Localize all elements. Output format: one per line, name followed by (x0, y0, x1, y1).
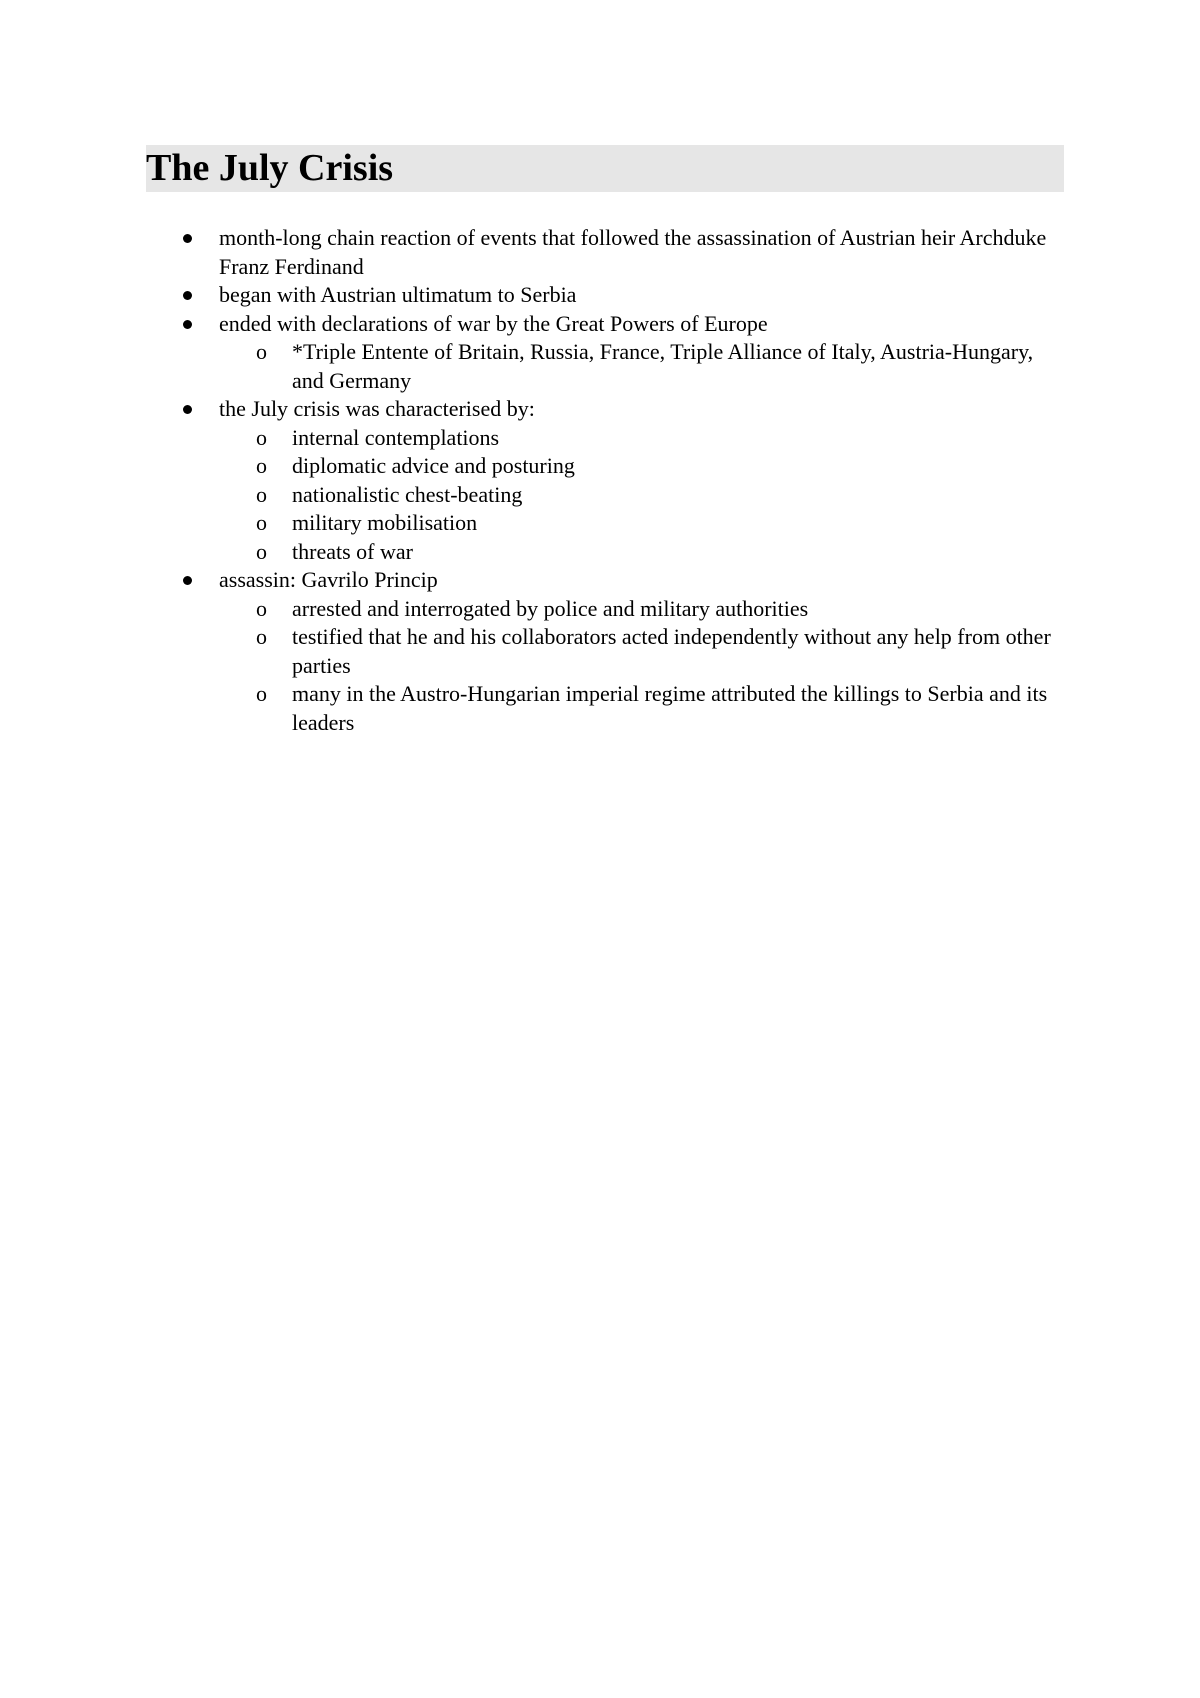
bullet-icon (183, 320, 192, 329)
bullet-icon (183, 405, 192, 414)
sub-list-item-text: arrested and interrogated by police and military authorities (292, 595, 809, 621)
sub-list-item-text: many in the Austro-Hungarian imperial regime attributed the killings to Serbia and its leaders (292, 681, 1048, 735)
list-item-text: month-long chain reaction of events that followed the assassination of Austrian heir Archduke Franz Ferdinand (219, 225, 1047, 279)
sub-bullet-icon: o (256, 424, 267, 450)
sub-bullet-icon: o (256, 681, 267, 706)
sub-bullet-icon: o (256, 538, 267, 564)
sub-list-item (0, 623, 1062, 680)
list-item-text: assassin: Gavrilo Princip (219, 567, 438, 592)
list-item (0, 566, 1057, 595)
sub-list-item-text: internal contemplations (292, 424, 500, 450)
bullet-icon (183, 234, 192, 243)
sub-list-item-text: military mobilisation (292, 510, 478, 535)
document-title: The July Crisis (146, 147, 394, 189)
list-item (0, 281, 1057, 310)
sub-bullet-icon: o (256, 481, 267, 507)
list-item-text: ended with declarations of war by the Great Powers of Europe (219, 310, 768, 336)
bullet-list (0, 224, 1200, 737)
sub-list-item (0, 538, 1062, 567)
sub-list-item (0, 680, 1062, 737)
sub-bullet-icon: o (256, 624, 267, 649)
list-item (0, 395, 1057, 424)
sub-list-item (0, 452, 1062, 481)
sub-list-item-text: nationalistic chest-beating (292, 481, 523, 507)
sub-list-item (0, 509, 1062, 538)
bullet-icon (183, 291, 192, 300)
sub-list-item (0, 595, 1062, 624)
sub-list-item-text: diplomatic advice and posturing (292, 453, 575, 478)
sub-bullet-icon: o (256, 339, 267, 364)
list-item (0, 224, 1057, 281)
sub-list-item (0, 481, 1062, 510)
list-item (0, 310, 1057, 339)
sub-bullet-icon: o (256, 453, 267, 478)
list-item-text: began with Austrian ultimatum to Serbia (219, 282, 577, 307)
list-item-text: the July crisis was characterised by: (219, 396, 535, 421)
bullet-icon (183, 576, 192, 585)
sub-list-item-text: *Triple Entente of Britain, Russia, France, Triple Alliance of Italy, Austria-Hungary, and Germany (292, 339, 1034, 393)
sub-list-item-text: threats of war (292, 538, 413, 564)
sub-list-item (0, 338, 1062, 395)
sub-list-item (0, 424, 1062, 453)
sub-bullet-icon: o (256, 595, 267, 621)
sub-bullet-icon: o (256, 510, 267, 535)
sub-list-item-text: testified that he and his collaborators acted independently without any help from other parties (292, 624, 1051, 678)
